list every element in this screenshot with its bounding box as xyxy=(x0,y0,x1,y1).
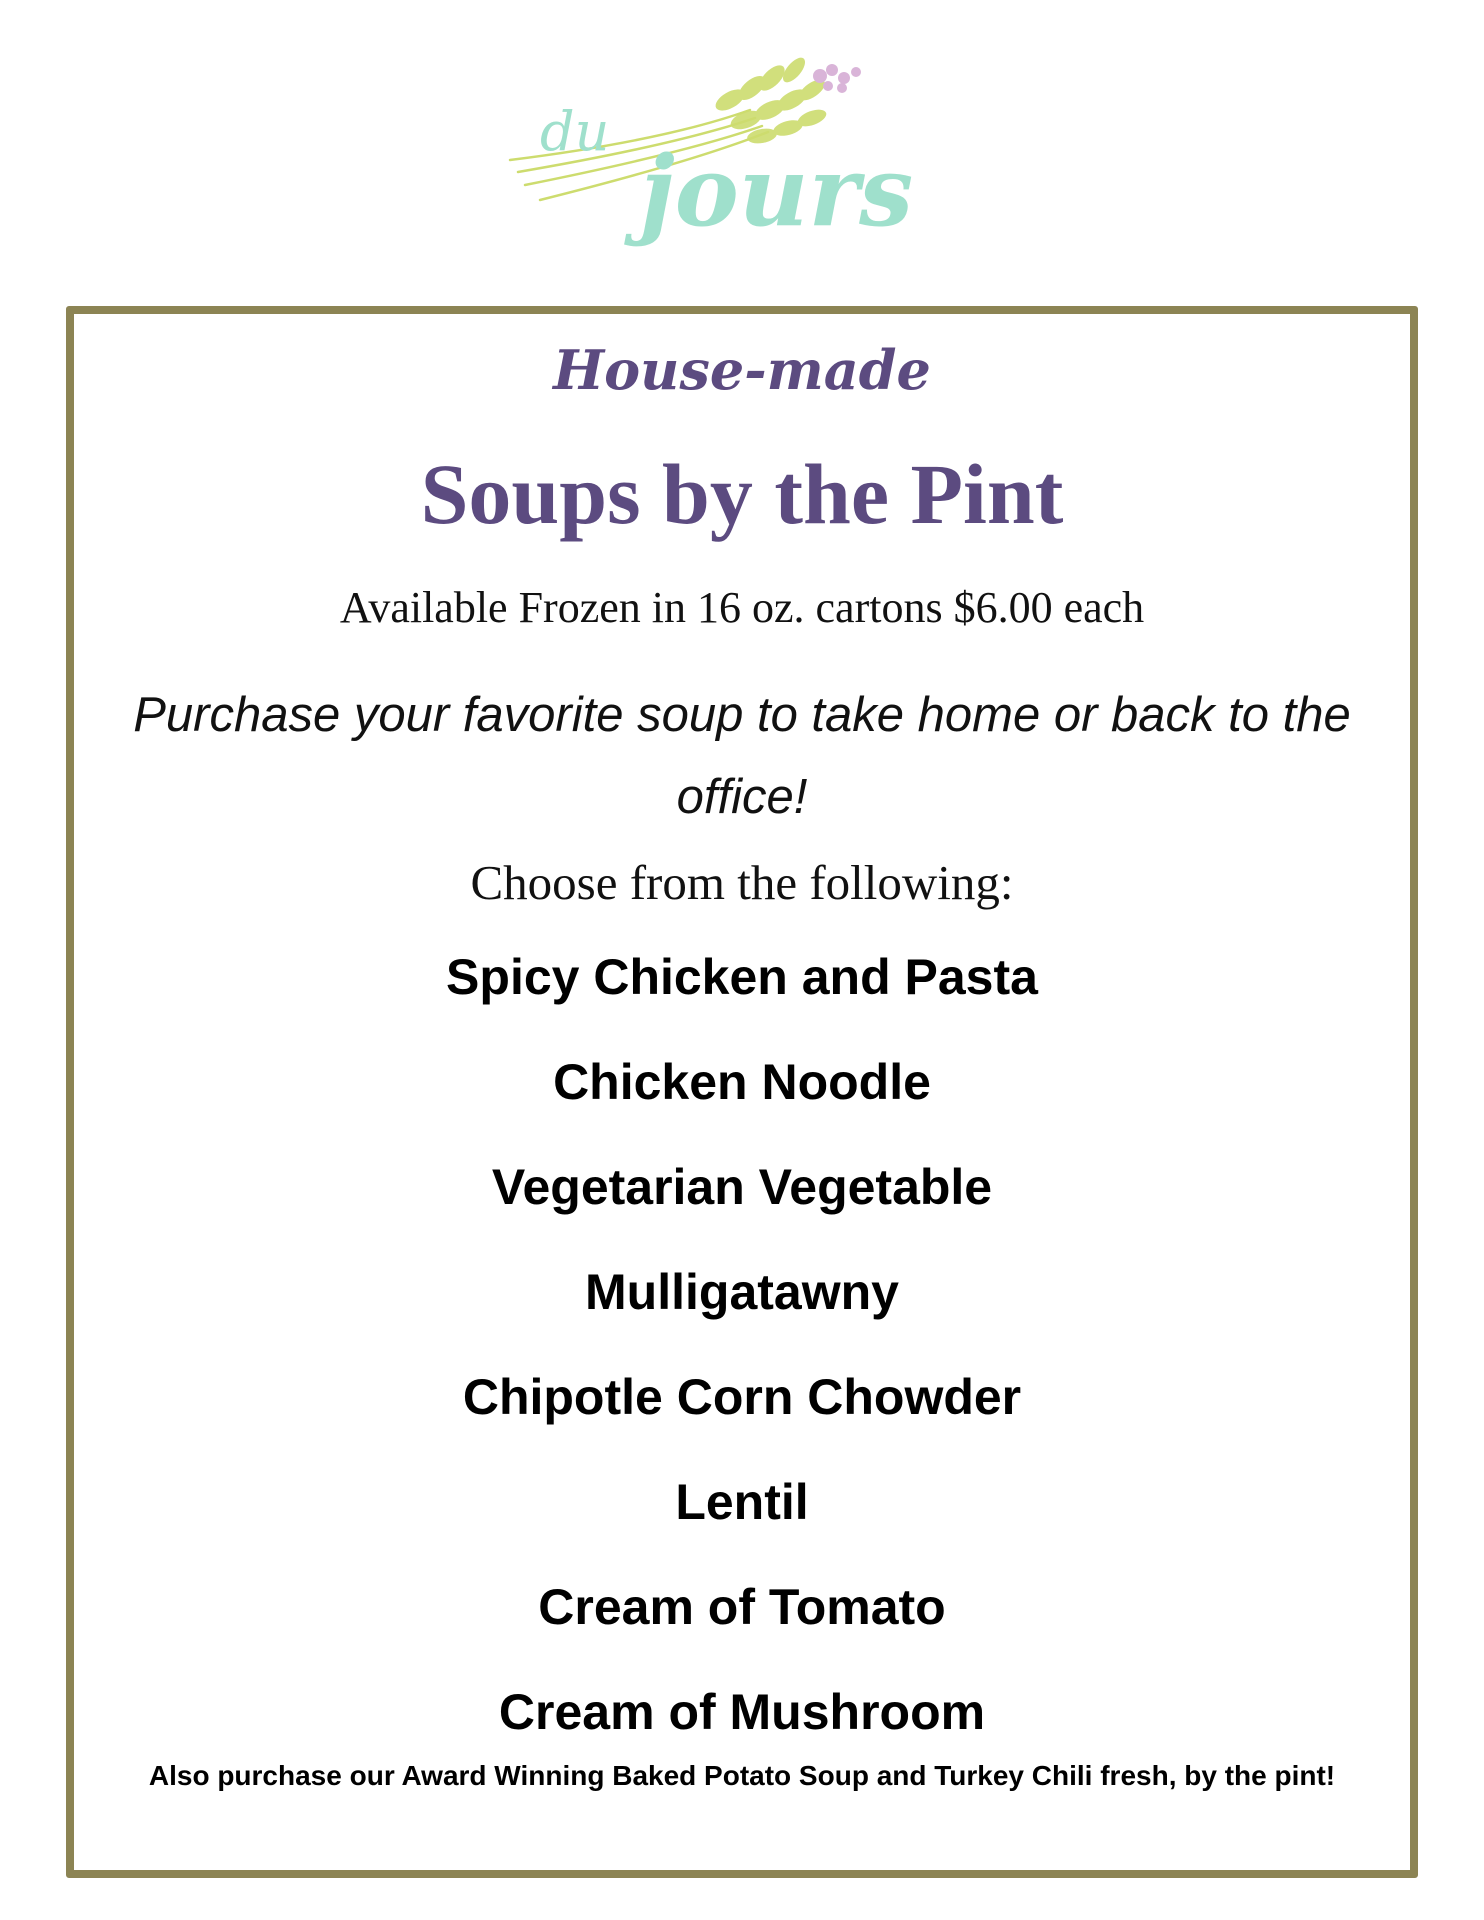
soup-item: Mulligatawny xyxy=(585,1264,899,1320)
purchase-note: Purchase your favorite soup to take home or back to the office! xyxy=(133,688,1351,824)
kicker-heading: House-made xyxy=(553,338,931,402)
logo-text-du: du xyxy=(540,100,610,163)
soup-item: Vegetarian Vegetable xyxy=(491,1159,993,1215)
soup-item: Lentil xyxy=(675,1474,809,1530)
choose-prompt: Choose from the following: xyxy=(470,855,1014,910)
soup-item: Chipotle Corn Chowder xyxy=(462,1369,1022,1425)
footer-note: Also purchase our Award Winning Baked Potato Soup and Turkey Chili fresh, by the pint! xyxy=(148,1760,1336,1791)
soup-item: Chicken Noodle xyxy=(553,1054,931,1110)
page-title: Soups by the Pint xyxy=(420,446,1064,542)
soup-item: Cream of Tomato xyxy=(538,1579,946,1635)
du-jours-logo xyxy=(500,40,940,270)
logo-text-jours: jours xyxy=(640,135,914,248)
soup-list xyxy=(74,942,1410,1782)
availability-text: Available Frozen in 16 oz. cartons $6.00 each xyxy=(339,583,1145,632)
soup-item: Spicy Chicken and Pasta xyxy=(446,949,1038,1005)
soup-item: Cream of Mushroom xyxy=(498,1684,986,1740)
menu-frame xyxy=(66,306,1418,1878)
